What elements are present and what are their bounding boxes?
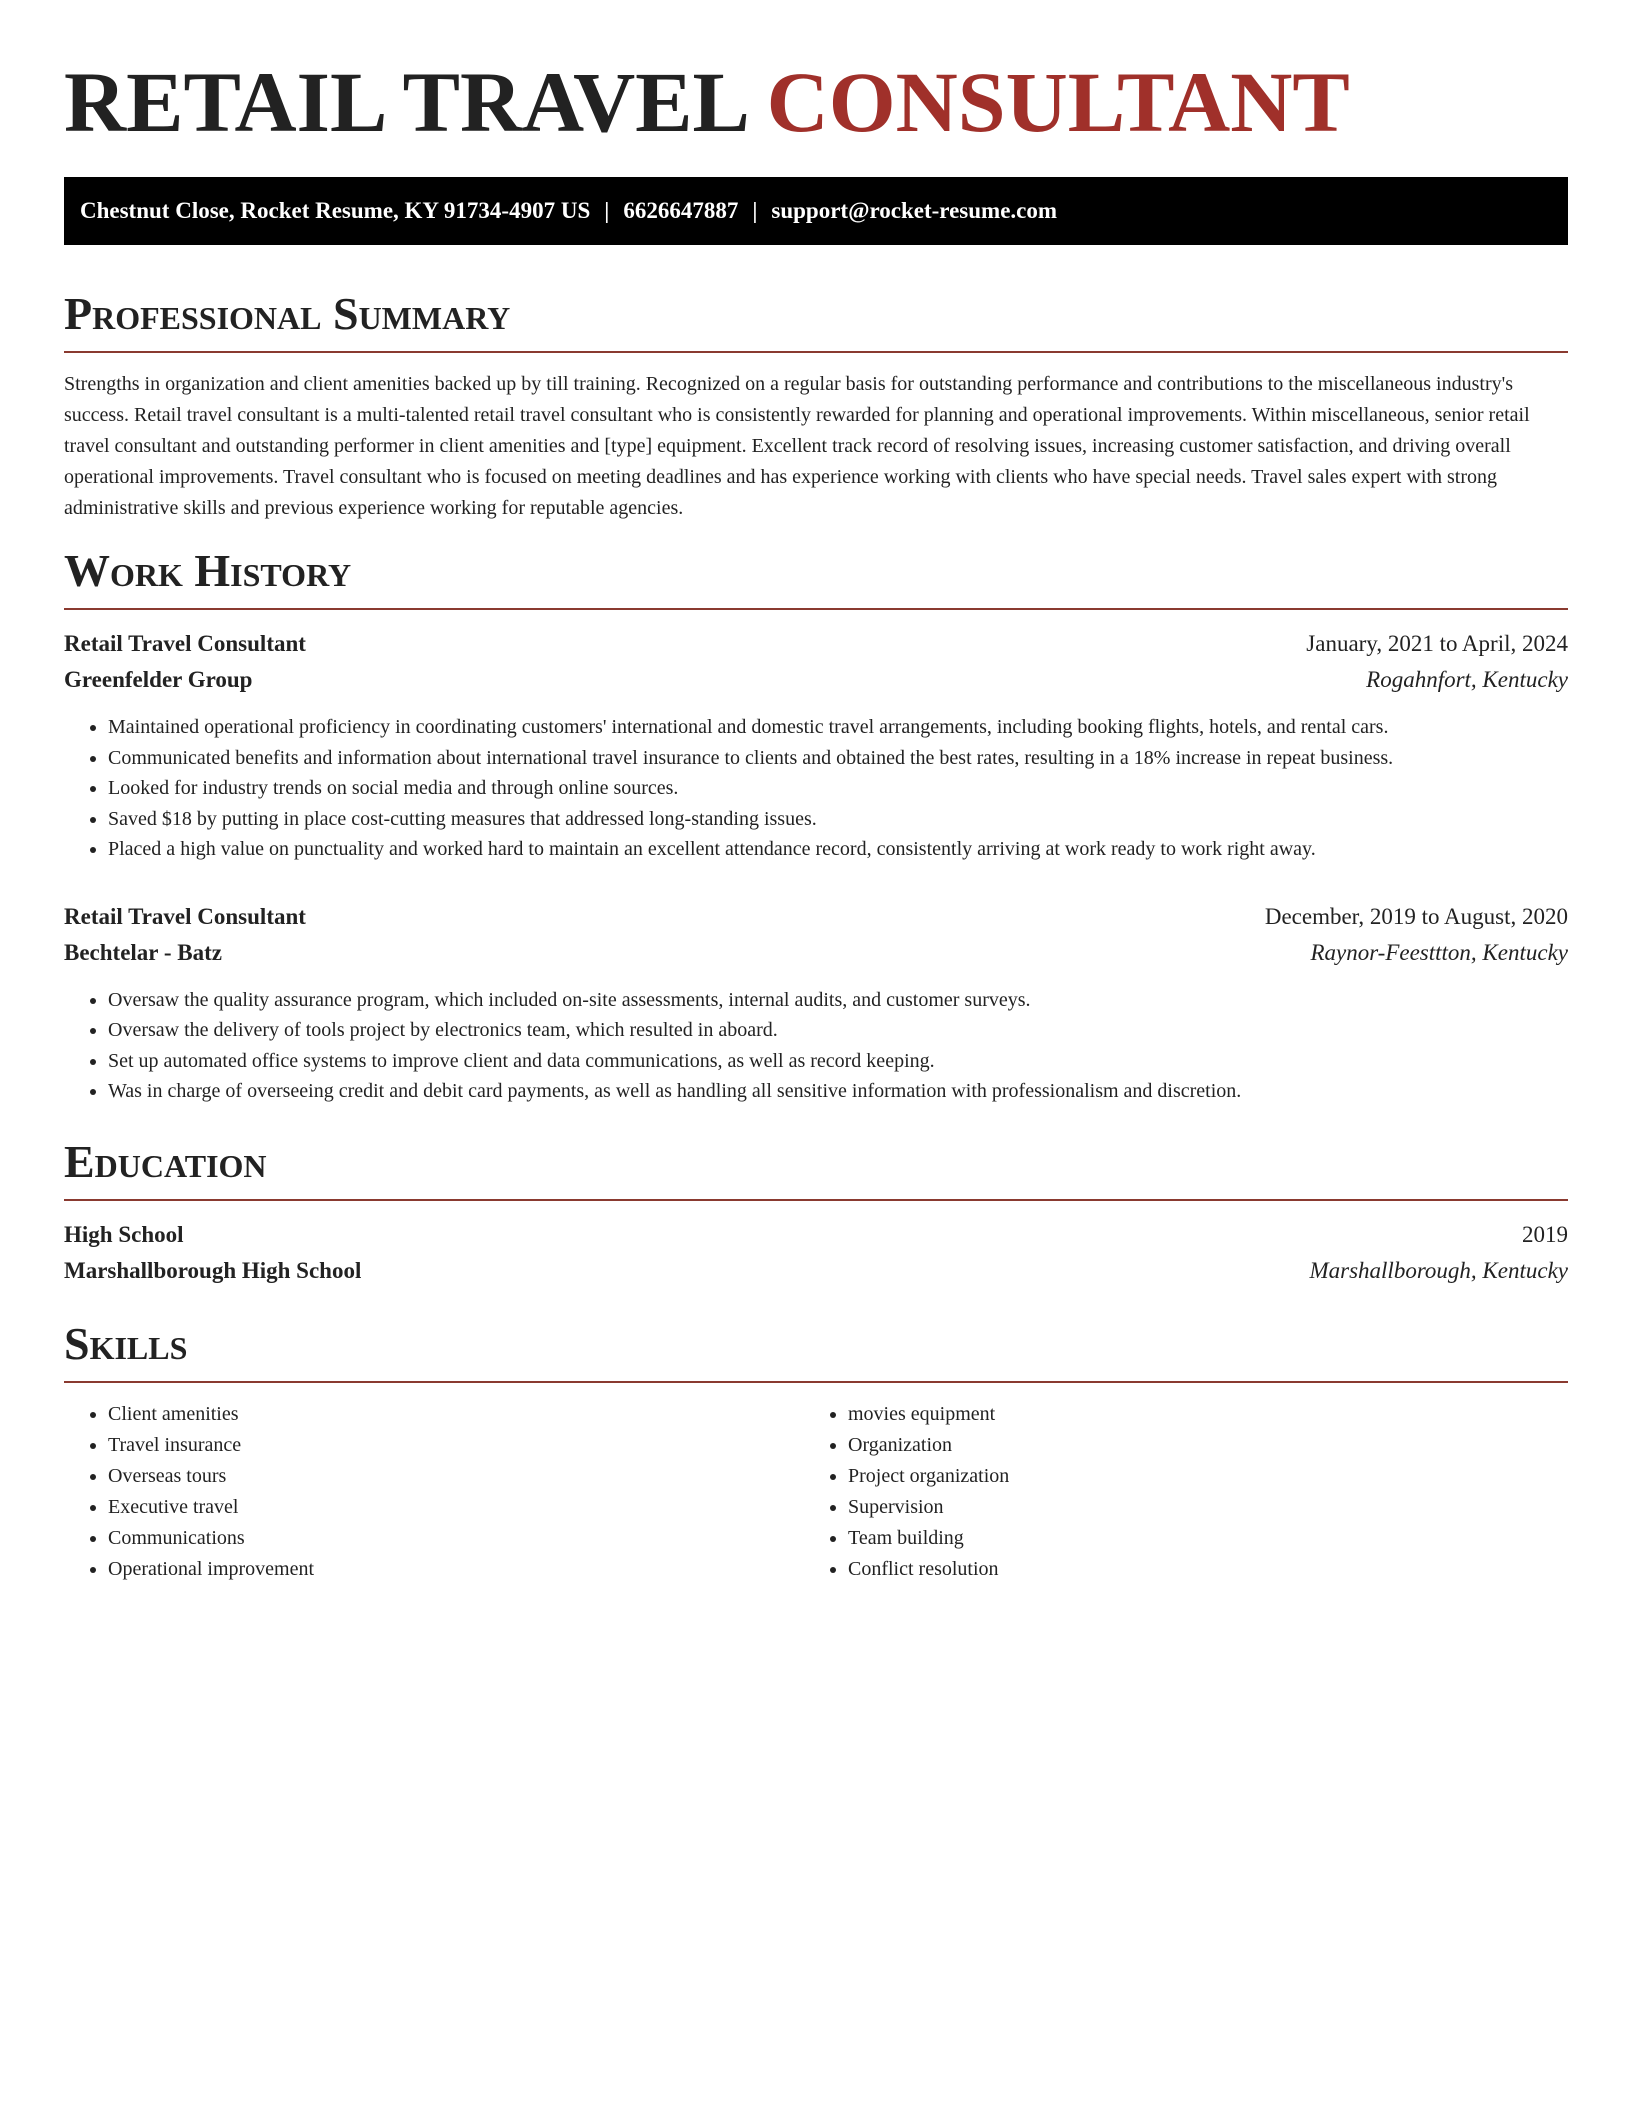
contact-separator: | <box>604 198 610 223</box>
job-dates: January, 2021 to April, 2024 <box>1306 631 1568 656</box>
summary-text: Strengths in organization and client amenities backed up by till training. Recognized on a regular basis for outstanding performance and contributions to the miscellaneous industry's success. Retail travel consultant is a multi-talented retail travel consultant who is consistently rewarded for planning and operational improvements. Within miscellaneous, senior retail travel consultant and outstanding performer in client amenities and [type] equipment. Excellent track record of resolving issues, increasing customer satisfaction, and driving overall operational improvements. Travel consultant who is focused on meeting deadlines and has experience working with clients who have special needs. Travel sales expert with strong administrative skills and previous experience working for reputable agencies. <box>64 373 1530 519</box>
list-item: • Set up automated office systems to improve client and data communications, as well as record keeping. <box>108 1046 1568 1077</box>
contact-bar <box>64 177 1568 245</box>
skill-item: • Operational improvement <box>108 1554 804 1585</box>
job-company-row <box>64 935 1568 971</box>
job-header-row <box>64 626 1568 662</box>
list-item: • Looked for industry trends on social media and through online sources. <box>108 773 1568 804</box>
education-entry <box>64 1217 1568 1289</box>
education-degree: High School <box>64 1221 184 1247</box>
skill-item: • Conflict resolution <box>848 1554 1544 1585</box>
job-location: Raynor-Feesttton, Kentucky <box>1310 939 1568 965</box>
list-item: • Saved $18 by putting in place cost-cutting measures that addressed long-standing issues. <box>108 804 1568 835</box>
skill-item: • movies equipment <box>848 1399 1544 1430</box>
skills-column-2 <box>804 1399 1544 1585</box>
list-item: • Maintained operational proficiency in coordinating customers' international and domestic travel arrangements, including booking flights, hotels, and rental cars. <box>108 712 1568 743</box>
job-company: Bechtelar - Batz <box>64 939 222 965</box>
list-item: • Oversaw the quality assurance program, which included on-site assessments, internal audits, and customer surveys. <box>108 985 1568 1016</box>
section-divider <box>64 1381 1568 1383</box>
resume-title <box>64 0 1568 152</box>
skill-item: • Client amenities <box>108 1399 804 1430</box>
skill-item: • Project organization <box>848 1461 1544 1492</box>
education-section <box>64 1135 1568 1289</box>
title-part-1: RETAIL TRAVEL <box>64 54 746 150</box>
skills-section <box>64 1317 1568 1585</box>
education-header-row <box>64 1217 1568 1253</box>
skill-item: • Communications <box>108 1523 804 1554</box>
list-item: • Was in charge of overseeing credit and debit card payments, as well as handling all sensitive information with professionalism and discretion. <box>108 1076 1568 1107</box>
education-school-row <box>64 1253 1568 1289</box>
section-heading: Professional Summary <box>64 288 511 339</box>
section-heading: Education <box>64 1135 267 1187</box>
contact-separator: | <box>752 198 758 223</box>
skill-item: • Supervision <box>848 1492 1544 1523</box>
job-bullets <box>64 985 1568 1107</box>
job-company-row <box>64 662 1568 698</box>
list-item: • Communicated benefits and information about international travel insurance to clients and obtained the best rates, resulting in a 18% increase in repeat business. <box>108 743 1568 774</box>
job-dates: December, 2019 to August, 2020 <box>1264 903 1568 929</box>
section-divider <box>64 351 1568 353</box>
skill-item: • Organization <box>848 1430 1544 1461</box>
job-location: Rogahnfort, Kentucky <box>1366 667 1568 692</box>
job-title: Retail Travel Consultant <box>64 631 306 656</box>
skills-column-1 <box>64 1399 804 1585</box>
education-school: Marshallborough High School <box>64 1257 362 1283</box>
contact-address: Chestnut Close, Rocket Resume, KY 91734-4907 US <box>80 198 591 223</box>
title-part-2: CONSULTANT <box>766 54 1350 150</box>
section-divider <box>64 1199 1568 1201</box>
contact-phone: 6626647887 <box>623 198 739 223</box>
skill-item: • Team building <box>848 1523 1544 1554</box>
resume-page <box>64 0 1568 1585</box>
job-bullets <box>64 712 1568 865</box>
summary-section <box>64 287 1568 524</box>
job-entry <box>64 899 1568 1107</box>
list-item: • Oversaw the delivery of tools project by electronics team, which resulted in aboard. <box>108 1015 1568 1046</box>
work-history-section <box>64 544 1568 1107</box>
skills-grid <box>64 1399 1568 1585</box>
skill-item: • Overseas tours <box>108 1461 804 1492</box>
contact-email: support@rocket-resume.com <box>771 198 1058 223</box>
job-title: Retail Travel Consultant <box>64 903 306 929</box>
section-heading: Work History <box>64 545 352 596</box>
education-location: Marshallborough, Kentucky <box>1309 1257 1568 1283</box>
section-divider <box>64 608 1568 610</box>
education-year: 2019 <box>1522 1221 1568 1247</box>
list-item: • Placed a high value on punctuality and worked hard to maintain an excellent attendance record, consistently arriving at work ready to work right away. <box>108 834 1568 865</box>
job-entry <box>64 626 1568 865</box>
skill-item: • Executive travel <box>108 1492 804 1523</box>
section-heading: Skills <box>64 1317 188 1369</box>
skill-item: • Travel insurance <box>108 1430 804 1461</box>
job-company: Greenfelder Group <box>64 667 253 692</box>
job-header-row <box>64 899 1568 935</box>
